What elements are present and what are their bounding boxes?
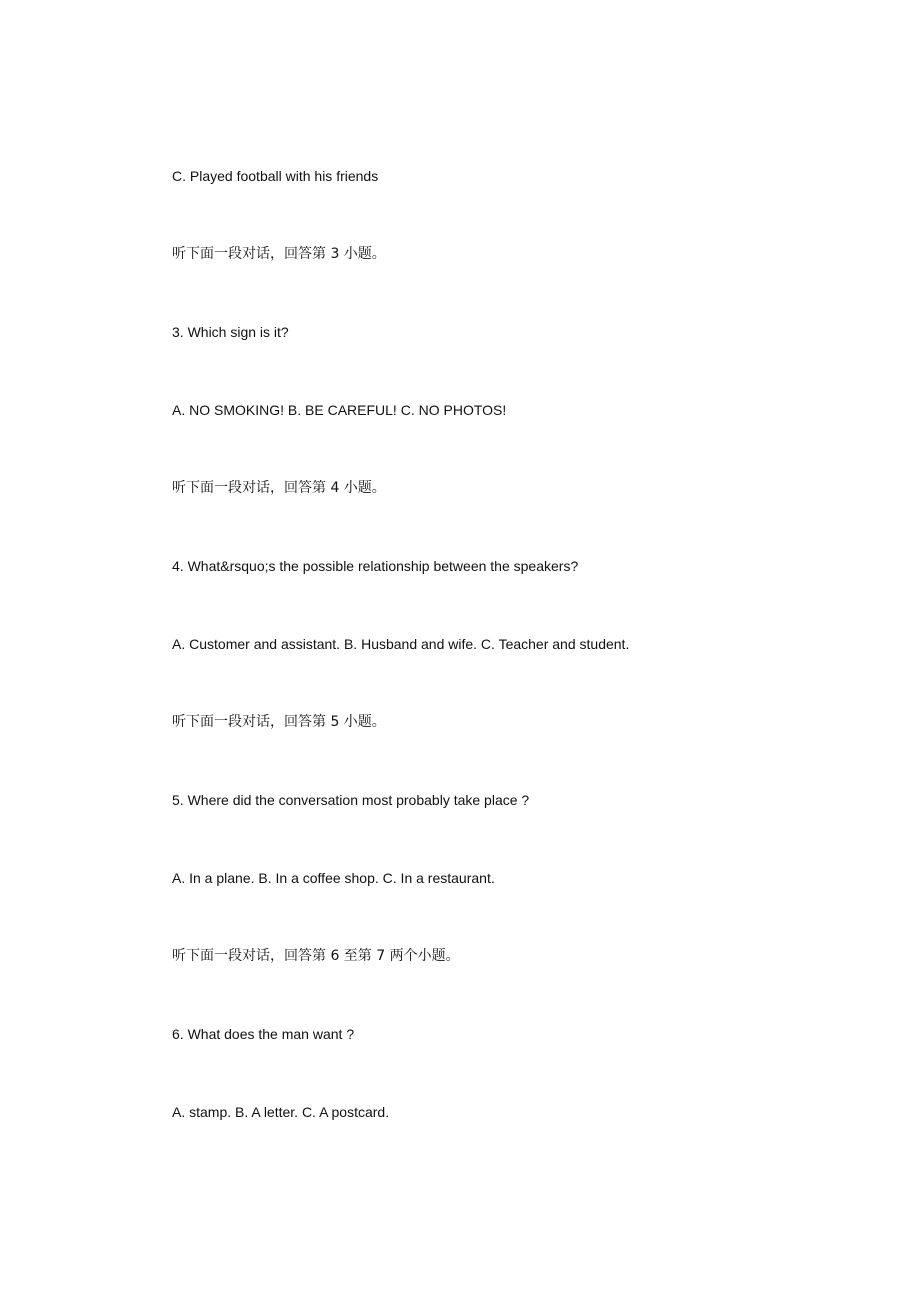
answer-options-line: A. NO SMOKING! B. BE CAREFUL! C. NO PHOTOS! [172,402,507,418]
instruction-line: 听下面一段对话，回答第 6 至第 7 两个小题。 [172,948,460,964]
answer-options-line: A. Customer and assistant. B. Husband and wife. C. Teacher and student. [172,636,630,652]
answer-option-line: C. Played football with his friends [172,168,379,184]
instruction-line: 听下面一段对话，回答第 3 小题。 [172,246,386,262]
question-line: 3. Which sign is it? [172,324,289,340]
instruction-line: 听下面一段对话，回答第 4 小题。 [172,480,386,496]
question-line: 5. Where did the conversation most probably take place ? [172,792,530,808]
question-line: 6. What does the man want ? [172,1026,355,1042]
question-line: 4. What&rsquo;s the possible relationship between the speakers? [172,558,579,574]
instruction-line: 听下面一段对话，回答第 5 小题。 [172,714,386,730]
answer-options-line: A. stamp. B. A letter. C. A postcard. [172,1104,390,1120]
answer-options-line: A. In a plane. B. In a coffee shop. C. In a restaurant. [172,870,495,886]
